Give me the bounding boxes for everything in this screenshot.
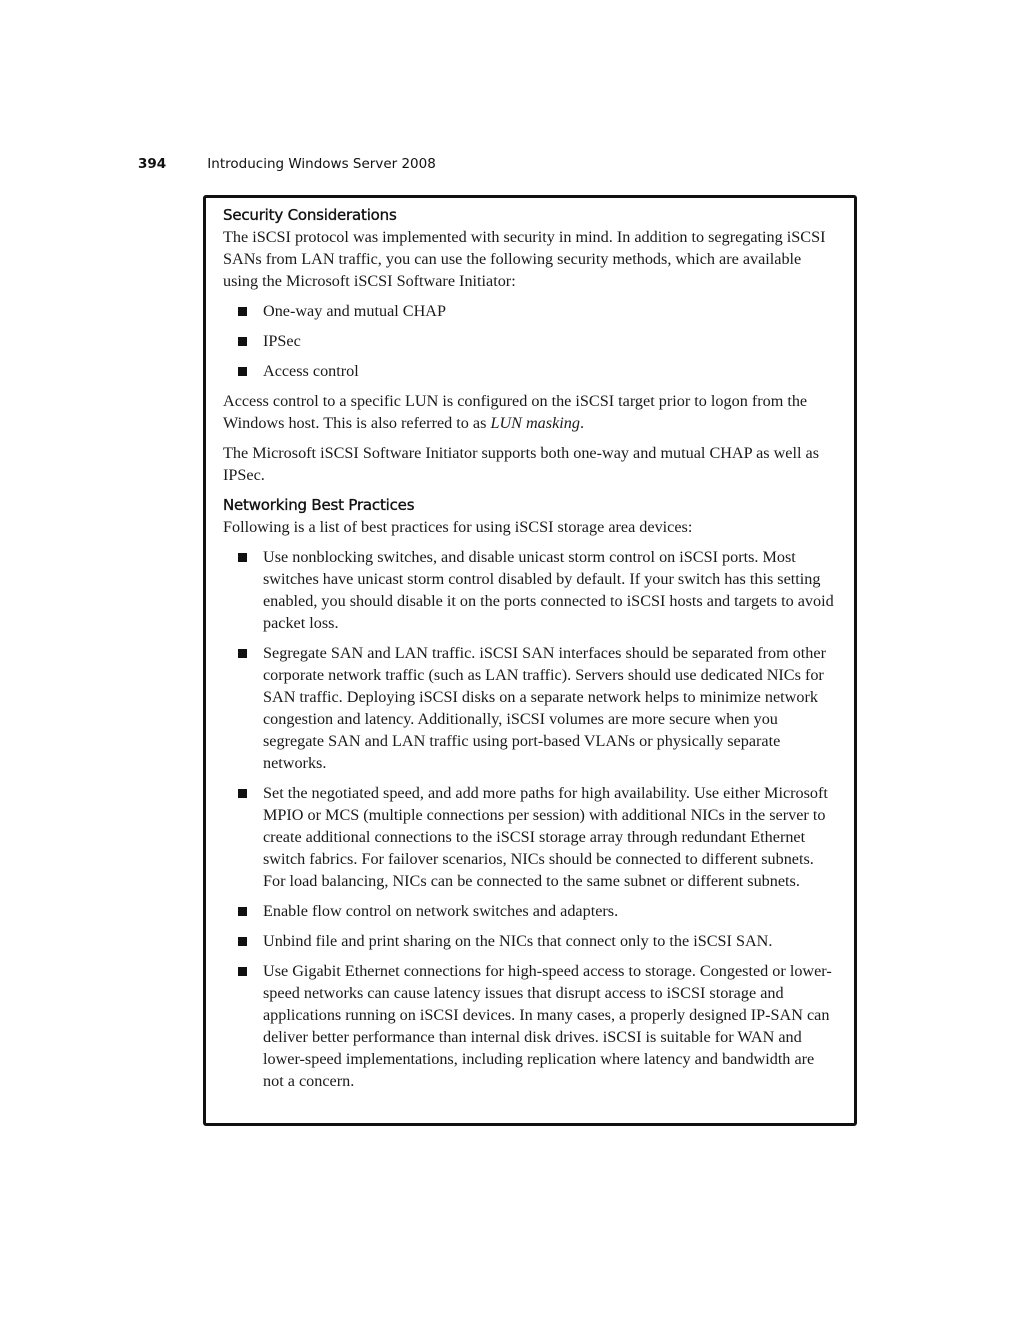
access-control-text: Access control to a specific LUN is configured on the iSCSI target prior to logon from the Windows host. This is also referred to as: [223, 392, 808, 432]
square-bullet-icon: [238, 967, 247, 976]
list-item: [223, 360, 838, 382]
lun-masking-term: LUN masking: [490, 414, 580, 432]
list-item-text: Use Gigabit Ethernet connections for high-speed access to storage. Congested or lower-speed networks can cause latency issues that disrupt access to iSCSI storage and applications running on iSCSI devices. In many cases, a properly designed IP-SAN can deliver better performance than internal disk drives. iSCSI is suitable for WAN and lower-speed implementations, including replication where latency and bandwidth are not a concern.: [263, 962, 832, 1090]
list-item-text: Access control: [263, 362, 359, 380]
square-bullet-icon: [238, 789, 247, 798]
square-bullet-icon: [238, 937, 247, 946]
running-header: [138, 156, 436, 172]
square-bullet-icon: [238, 337, 247, 346]
list-item-text: Set the negotiated speed, and add more paths for high availability. Use either Microsoft MPIO or MCS (multiple connections per session) with additional NICs in the server to create additional connections to the iSCSI storage array through redundant Ethernet switch fabrics. For failover scenarios, NICs should be connected to different subnets. For load balancing, NICs can be connected to the same subnet or different subnets.: [263, 784, 828, 890]
list-item-text: Unbind file and print sharing on the NICs that connect only to the iSCSI SAN.: [263, 932, 773, 950]
access-control-paragraph: [223, 390, 838, 434]
networking-intro: Following is a list of best practices for using iSCSI storage area devices:: [223, 518, 693, 536]
page-number: 394: [138, 156, 167, 172]
square-bullet-icon: [238, 553, 247, 562]
access-control-period: .: [579, 414, 584, 432]
book-title: Introducing Windows Server 2008: [207, 156, 436, 172]
list-item: [223, 642, 838, 774]
security-heading: Security Considerations: [223, 206, 397, 224]
sidebar-content: [223, 204, 838, 1100]
list-item-text: Segregate SAN and LAN traffic. iSCSI SAN interfaces should be separated from other corporate network traffic (such as LAN traffic). Servers should use dedicated NICs for SAN traffic. Deploying iSCSI disks on a separate network helps to minimize network congestion and latency. Additionally, iSCSI volumes are more secure when you segregate SAN and LAN traffic using port-based VLANs or physically separate networks.: [263, 644, 826, 772]
list-item-text: IPSec: [263, 332, 301, 350]
square-bullet-icon: [238, 907, 247, 916]
list-item: [223, 330, 838, 352]
list-item: [223, 546, 838, 634]
chap-paragraph: The Microsoft iSCSI Software Initiator supports both one-way and mutual CHAP as well as IPSec.: [223, 444, 820, 484]
square-bullet-icon: [238, 307, 247, 316]
sidebar-box: [203, 195, 857, 1126]
list-item-text: Enable flow control on network switches and adapters.: [263, 902, 619, 920]
list-item: [223, 960, 838, 1092]
list-item: [223, 782, 838, 892]
best-practices-list: [223, 546, 838, 1092]
security-intro: The iSCSI protocol was implemented with security in mind. In addition to segregating iSCSI SANs from LAN traffic, you can use the following security methods, which are available using the Microsoft iSCSI Software Initiator:: [223, 228, 826, 290]
security-methods-list: [223, 300, 838, 382]
square-bullet-icon: [238, 367, 247, 376]
list-item: [223, 930, 838, 952]
square-bullet-icon: [238, 649, 247, 658]
list-item-text: Use nonblocking switches, and disable unicast storm control on iSCSI ports. Most switches have unicast storm control disabled by default. If your switch has this setting enabled, you should disable it on the ports connected to iSCSI hosts and targets to avoid packet loss.: [263, 548, 834, 632]
list-item: [223, 900, 838, 922]
list-item-text: One-way and mutual CHAP: [263, 302, 446, 320]
list-item: [223, 300, 838, 322]
networking-heading: Networking Best Practices: [223, 496, 415, 514]
